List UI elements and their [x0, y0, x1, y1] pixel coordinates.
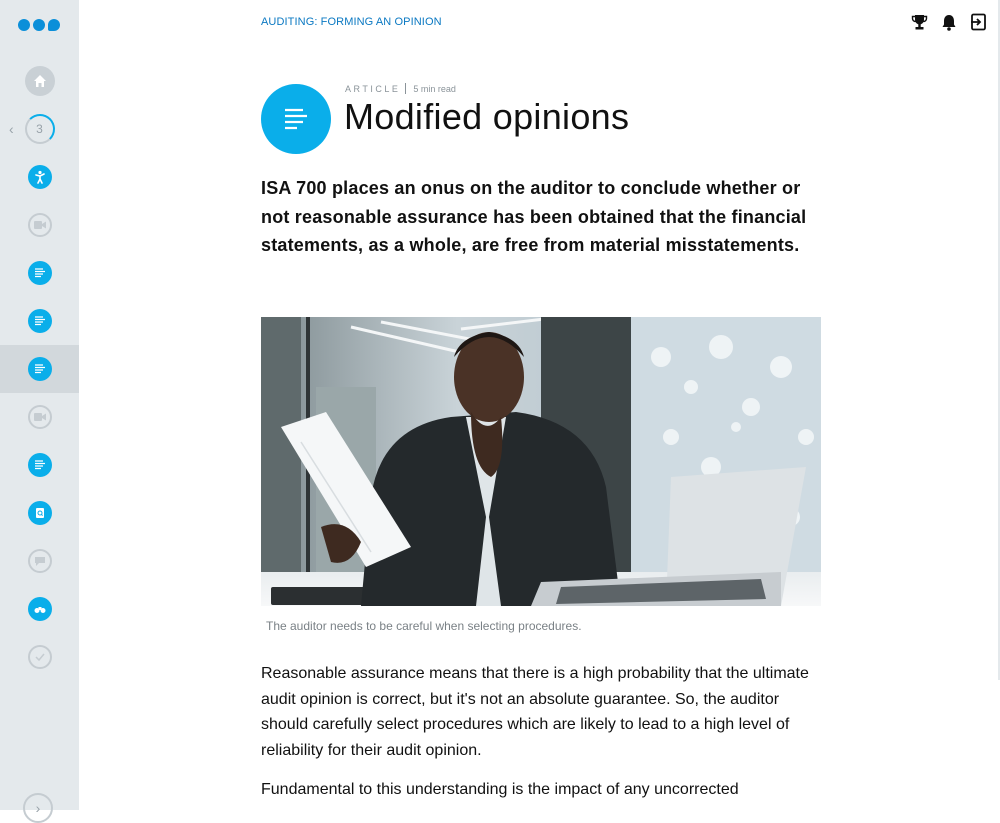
- exit-icon[interactable]: [970, 12, 988, 32]
- sidebar-item-review[interactable]: [0, 585, 79, 633]
- video-icon: [28, 213, 52, 237]
- sidebar-item-intro[interactable]: [0, 153, 79, 201]
- bell-icon[interactable]: [940, 12, 958, 32]
- document-search-icon: [28, 501, 52, 525]
- article-lead: ISA 700 places an onus on the auditor to conclude whether or not reasonable assurance has been obtained that the financial statements, as a whole, are free from material misstatements.: [261, 178, 807, 256]
- article-image: [261, 317, 821, 606]
- image-caption: The auditor needs to be careful when selecting procedures.: [266, 619, 582, 633]
- article-icon: [28, 453, 52, 477]
- sidebar-item-discussion[interactable]: [0, 537, 79, 585]
- article-type-badge: [261, 84, 331, 154]
- article-icon: [283, 107, 309, 131]
- toolbar: [910, 12, 988, 32]
- sidebar-item-article-1[interactable]: [0, 249, 79, 297]
- video-icon: [28, 405, 52, 429]
- home-icon: [25, 66, 55, 96]
- article-type-label: ARTICLE: [345, 83, 401, 94]
- sidebar-item-complete[interactable]: [0, 633, 79, 681]
- body-paragraph: Fundamental to this understanding is the impact of any uncorrected: [261, 781, 739, 798]
- page-title: Modified opinions: [344, 96, 630, 137]
- progress-number: 3: [36, 122, 43, 136]
- sidebar-item-article-3-active[interactable]: [0, 345, 79, 393]
- logo[interactable]: [18, 19, 60, 31]
- breadcrumb[interactable]: AUDITING: FORMING AN OPINION: [261, 16, 442, 28]
- sidebar-item-article-2[interactable]: [0, 297, 79, 345]
- sidebar-item-progress[interactable]: [0, 105, 79, 153]
- sidebar-item-video-2[interactable]: [0, 393, 79, 441]
- article-meta: [345, 83, 456, 94]
- article-icon: [28, 357, 52, 381]
- read-time: 5 min read: [413, 83, 456, 94]
- chevron-right-icon: ›: [35, 800, 41, 816]
- sidebar-item-home[interactable]: [0, 57, 79, 105]
- progress-ring-icon: [25, 114, 55, 144]
- sidebar-item-article-4[interactable]: [0, 441, 79, 489]
- collapse-sidebar-button[interactable]: [23, 793, 53, 823]
- back-chevron-icon[interactable]: ‹: [9, 121, 14, 137]
- trophy-icon[interactable]: [910, 12, 928, 32]
- sidebar-item-video-1[interactable]: [0, 201, 79, 249]
- sidebar: [0, 0, 79, 816]
- body-paragraph: Reasonable assurance means that there is a high probability that the ultimate audit opinion is correct, but it's not an absolute guarantee. So, the auditor should carefully select procedures which are likely to lead to a high level of reliability for their audit opinion.: [261, 665, 809, 760]
- check-icon: [28, 645, 52, 669]
- sidebar-item-case-study[interactable]: [0, 489, 79, 537]
- meta-divider: [405, 83, 406, 94]
- person-icon: [28, 165, 52, 189]
- article-icon: [28, 309, 52, 333]
- binoculars-icon: [28, 597, 52, 621]
- chat-icon: [28, 549, 52, 573]
- article-icon: [28, 261, 52, 285]
